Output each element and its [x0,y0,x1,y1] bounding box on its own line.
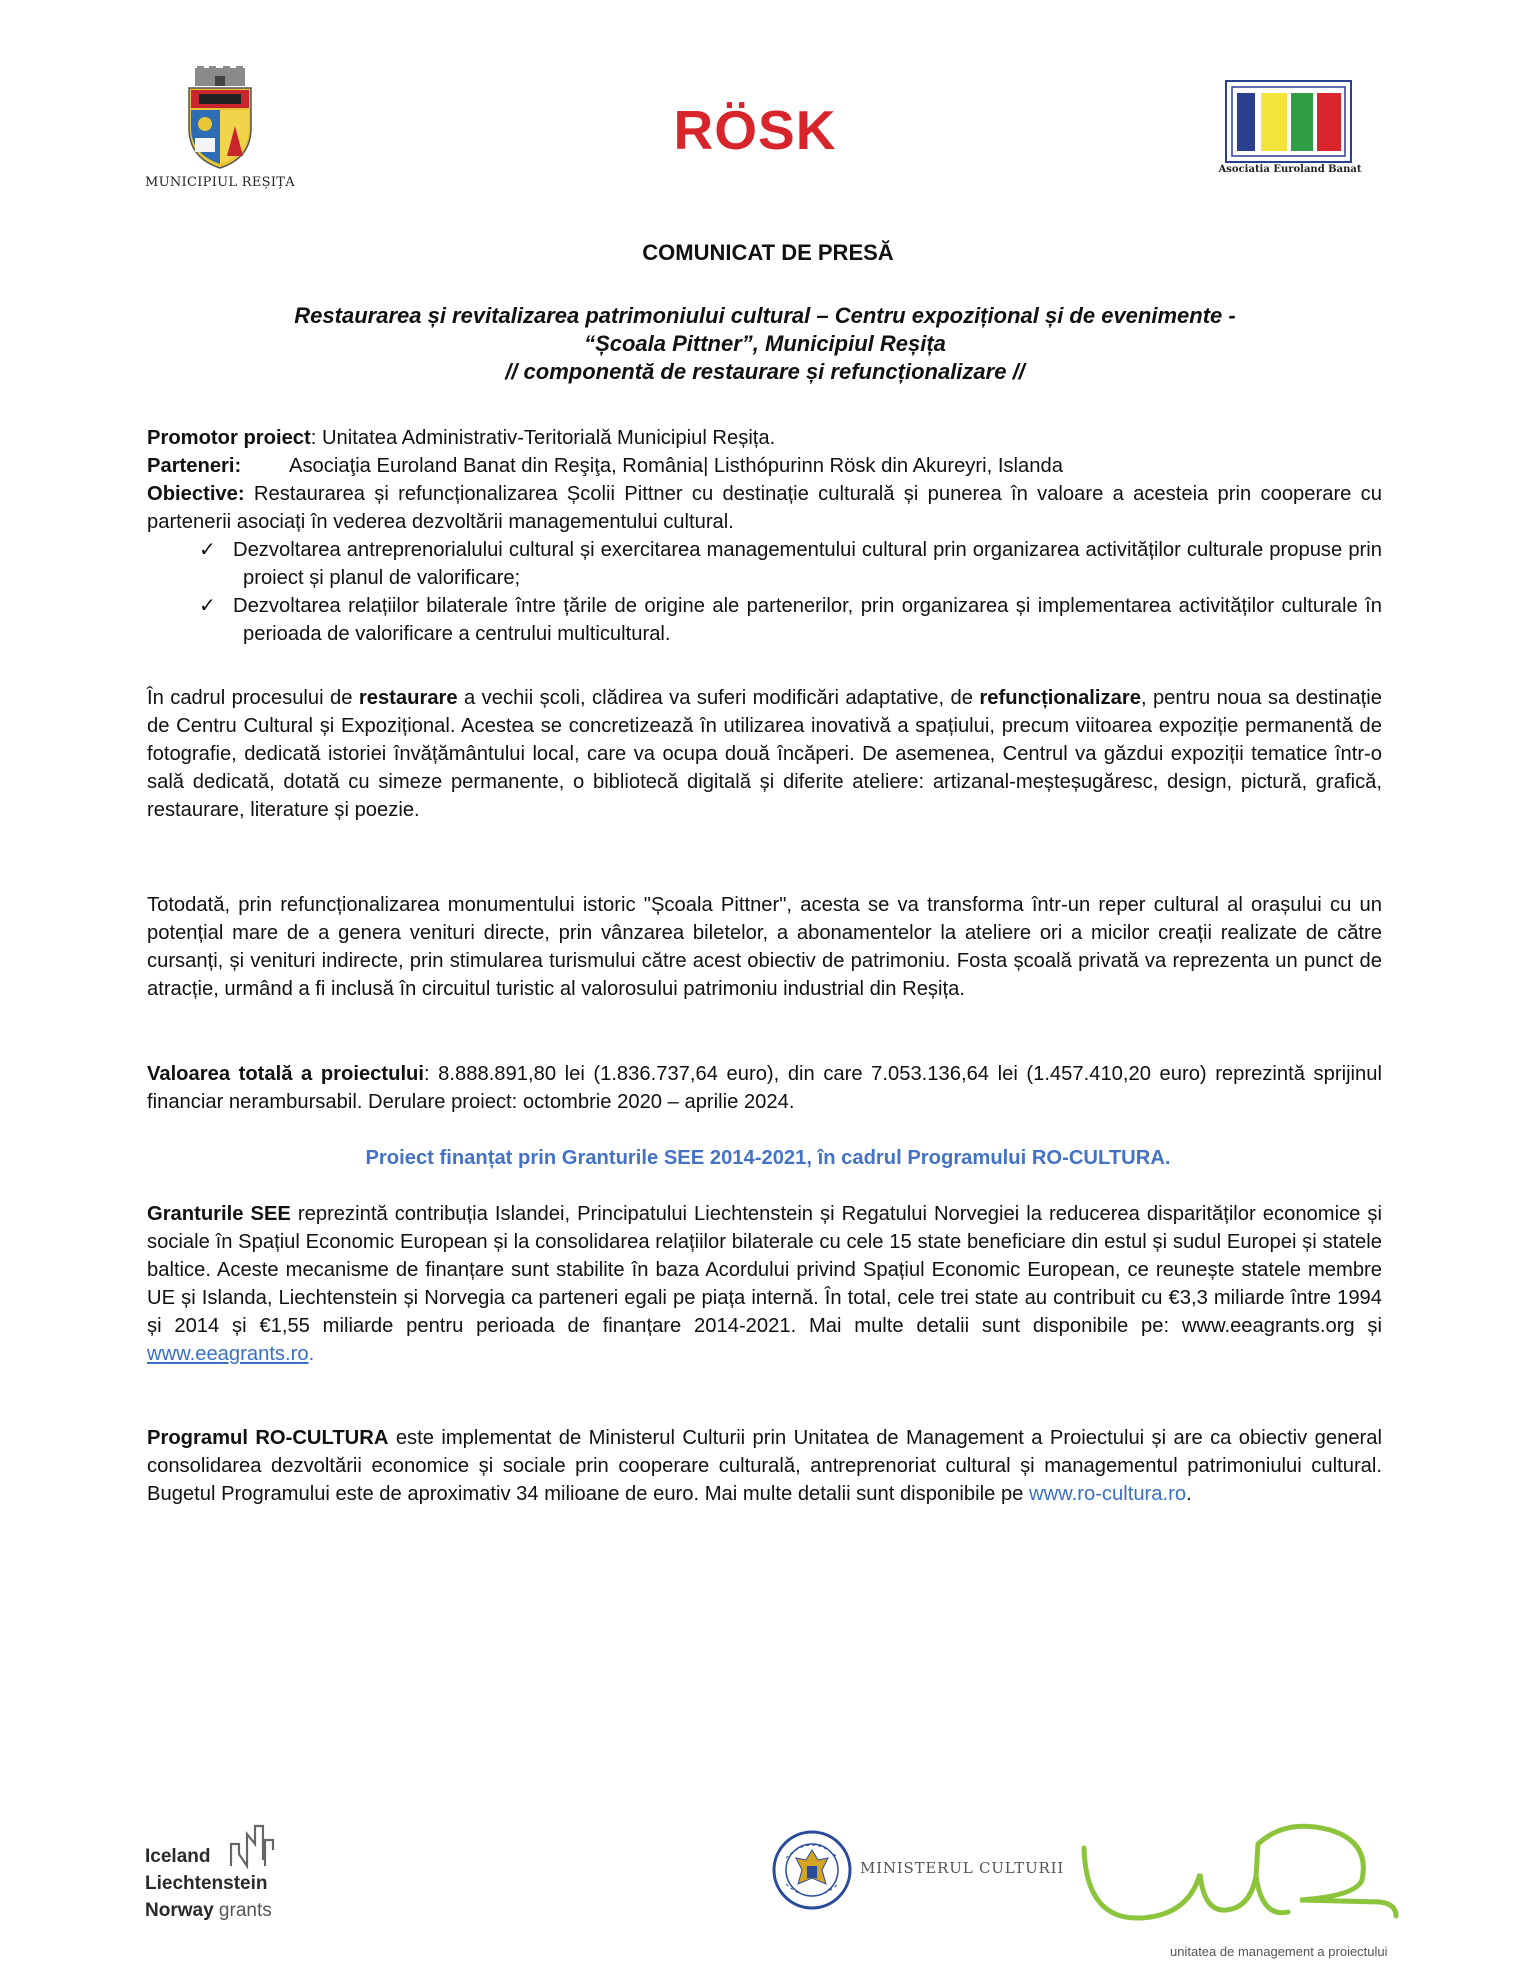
partners-line [147,452,1382,480]
objectives-label: Obiective: [147,483,245,505]
see-label: Granturile SEE [147,1203,291,1225]
logo-unitatea-management-proiect [1080,1820,1400,1965]
eea-grants-mark-icon [225,1820,305,1870]
value-label: Valoarea totală a proiectului [147,1063,424,1085]
checkmark-icon: ✓ [199,539,216,561]
document-title: COMUNICAT DE PRESĂ [642,240,894,265]
subtitle-line: // componentă de restaurare și refuncționalizare // [505,359,1025,384]
logo-eea-grants [145,1820,295,1935]
bold-refunctionalizare: refuncționalizare [979,687,1141,709]
coat-of-arms-icon [185,66,255,170]
subtitle-line: “Școala Pittner”, Municipiul Reșița [584,331,946,356]
partners-label: Parteneri: [147,455,242,477]
list-item: ✓ Dezvoltarea relațiilor bilaterale între țările de origine ale partenerilor, prin organizarea și implementarea activităților culturale în perioada de valorificare a centrului multicultural. [147,592,1382,648]
ro-cultura-paragraph: Programul RO-CULTURA este implementat de Ministerul Culturii prin Unitatea de Management a Proiectului și are ca obiectiv general consolidarea dezvoltării economice și sociale prin cooperare culturală, antreprenoriat cultural și managementul patrimoniului cultural. Bugetul Programului este de aproximativ 34 milioane de euro. Mai multe detalii sunt disponibile pe www.ro-cultura.ro. [147,1427,1382,1505]
logo-caption: MUNICIPIUL REȘIȚA [145,175,295,190]
restoration-paragraph: În cadrul procesului de restaurare a vechii școli, clădirea va suferi modificări adaptative, de refuncționalizare, pentru noua sa destinație de Centru Cultural și Expozițional. Acestea se concretizează în utilizarea inovativă a spațiului, precum viitoarea expoziție permanentă de fotografie, dedicată istoriei învățământului local, care va ocupa două încăperi. De asemenea, Centrul va găzdui expoziții tematice într-o sală dedicată, dotată cu simeze permanente, o bibliotecă digitală și diferite ateliere: artizanal-meșteșugăresc, design, pictură, grafică, restaurare, literature și poezie. [147,687,1383,821]
logo-ministerul-culturii [772,1830,1065,1920]
document-subtitle [140,302,1390,386]
eea-line: Iceland [145,1846,211,1867]
objectives-list [147,536,1382,648]
eeagrants-ro-link[interactable]: www.eeagrants.ro [147,1343,309,1365]
promotor-line [147,424,1382,452]
logo-rosk: RÖSK [673,99,837,161]
euroland-flag-icon [1225,80,1352,163]
objectives-paragraph [147,480,1382,536]
partners-value: Asociaţia Euroland Banat din Reşiţa, România| Listhópurinn Rösk din Akureyri, Islanda [289,455,1063,477]
objectives-value: Restaurarea și refuncționalizarea Școlii Pittner cu destinație culturală și punerea în valoare a acesteia prin cooperare cu partenerii asociați în vederea dezvoltării managementului cultural. [147,483,1382,533]
project-value-paragraph: Valoarea totală a proiectului: 8.888.891,80 lei (1.836.737,64 euro), din care 7.053.136,64 lei (1.457.410,20 euro) reprezintă sprijinul financiar nerambursabil. Derulare proiect: octombrie 2020 – aprilie 2024. [147,1063,1382,1113]
logo-municipiul-resita [140,62,300,197]
ump-mark-icon [1080,1820,1400,1940]
refunctionalization-paragraph: Totodată, prin refuncționalizarea monumentului istoric "Școala Pittner", acesta se va transforma într-un reper cultural al orașului cu un potențial mare de a genera venituri directe, prin vânzarea biletelor, a abonamentelor la ateliere ori a micilor creații realizate de către cursanți, și venituri indirecte, prin stimularea turismului către acest obiectiv de patrimoniu. Fosta școală privată va reprezenta un punct de atracție, urmând a fi inclusă în circuitul turistic al valorosului patrimoniu industrial din Reșița. [147,894,1382,1000]
eea-line: Liechtenstein [145,1873,268,1894]
promotor-value: : Unitatea Administrativ-Teritorială Municipiul Reșița. [310,427,776,449]
see-grants-paragraph: Granturile SEE reprezintă contribuția Islandei, Principatului Liechtenstein și Regatului Norvegiei la reducerea disparităților economice și sociale în Spațiul Economic European și la consolidarea relațiilor bilaterale cu cele 15 state beneficiare din estul și sudul Europei și statele baltice. Aceste mecanisme de finanțare sunt stabilite în baza Acordului privind Spațiul Economic European, ce reunește statele membre UE și Islanda, Liechtenstein și Norvegia ca parteneri egali pe piața internă. În total, cele trei state au contribuit cu €3,3 miliarde între 1994 și 2014 și €1,55 miliarde pentru perioada de finanțare 2014-2021. Mai multe detalii sunt disponibile pe: www.eeagrants.org și www.eeagrants.ro. [147,1203,1382,1365]
ro-cultura-link[interactable]: www.ro-cultura.ro [1029,1483,1187,1505]
rocultura-label: Programul RO-CULTURA [147,1427,389,1449]
project-info [147,424,1382,648]
funding-statement: Proiect finanțat prin Granturile SEE 2014-2021, în cadrul Programului RO-CULTURA. [365,1147,1171,1169]
subtitle-line: Restaurarea și revitalizarea patrimoniului cultural – Centru expozițional și de evenimente - [294,303,1236,328]
government-seal-icon [772,1830,852,1910]
eea-line: Norway grants [145,1900,272,1921]
checkmark-icon: ✓ [199,595,216,617]
logo-euroland-banat [1215,80,1365,190]
ump-caption: unitatea de management a proiectului [1170,1944,1388,1959]
promotor-label: Promotor proiect [147,427,311,449]
bold-restaurare: restaurare [358,687,458,709]
logo-caption: Asociatia Euroland Banat [1218,164,1362,175]
list-item: ✓ Dezvoltarea antreprenorialului cultural și exercitarea managementului cultural prin organizarea activităților culturale propuse prin proiect și planul de valorificare; [147,536,1382,592]
ministry-name: MINISTERUL CULTURII [860,1859,1065,1877]
